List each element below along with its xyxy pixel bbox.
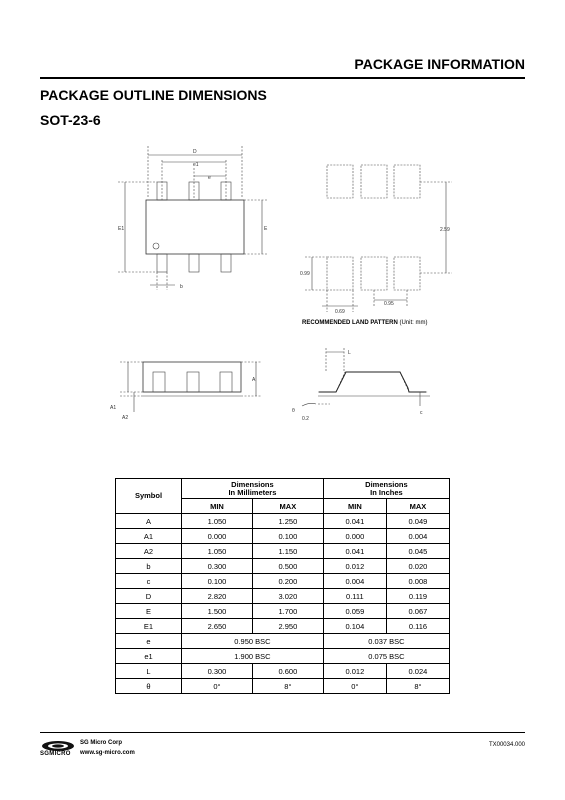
symbol-cell: c [116,574,182,589]
inch-max-cell: 8° [386,679,449,694]
dim-label-E1: E1 [118,226,125,232]
mm-bsc-cell: 1.900 BSC [182,649,324,664]
inch-max-cell: 0.045 [386,544,449,559]
symbol-cell: e [116,634,182,649]
table-row [116,574,450,589]
footer-url[interactable]: www.sg-micro.com [80,750,135,756]
table-row [116,589,450,604]
mm-max-cell: 1.150 [252,544,323,559]
mm-min-cell: 1.500 [182,604,253,619]
mm-group-header [182,479,324,499]
mm-header-line1: Dimensions [231,479,274,489]
inch-bsc-cell: 0.037 BSC [323,634,449,649]
inch-header-line1: Dimensions [365,479,408,489]
table-row [116,604,450,619]
table-row [116,619,450,634]
dim-label-e1: e1 [193,162,199,168]
inch-min-cell: 0.000 [323,529,386,544]
inch-max-cell: 0.004 [386,529,449,544]
land-label-0-69: 0.69 [335,309,345,315]
mm-max-cell: 0.200 [252,574,323,589]
package-name: SOT-23-6 [40,112,101,128]
inch-max-cell: 0.116 [386,619,449,634]
mm-min-header: MIN [182,499,253,514]
mm-max-cell: 8° [252,679,323,694]
land-label-0-95: 0.95 [384,301,394,307]
table-row [116,634,450,649]
mm-max-cell: 0.100 [252,529,323,544]
inch-max-cell: 0.119 [386,589,449,604]
mm-min-cell: 0.000 [182,529,253,544]
mm-max-cell: 1.250 [252,514,323,529]
inch-bsc-cell: 0.075 BSC [323,649,449,664]
inch-max-cell: 0.024 [386,664,449,679]
inch-min-cell: 0.104 [323,619,386,634]
mm-min-cell: 0.100 [182,574,253,589]
inch-max-cell: 0.067 [386,604,449,619]
dim-label-L: L [348,350,351,356]
mm-min-cell: 0° [182,679,253,694]
page-title: PACKAGE OUTLINE DIMENSIONS [40,87,267,103]
dim-label-e: e [208,175,211,181]
mm-min-cell: 1.050 [182,544,253,559]
symbol-cell: A1 [116,529,182,544]
mm-min-cell: 1.050 [182,514,253,529]
land-pattern-drawing [305,165,452,312]
lead-detail-drawing [302,348,430,406]
symbol-cell: A [116,514,182,529]
symbol-cell: E [116,604,182,619]
inch-min-cell: 0.004 [323,574,386,589]
inch-max-header: MAX [386,499,449,514]
table-row [116,664,450,679]
mm-min-cell: 2.650 [182,619,253,634]
dim-label-theta: θ [292,408,295,414]
mm-max-cell: 1.700 [252,604,323,619]
mm-max-cell: 0.500 [252,559,323,574]
inch-min-cell: 0.041 [323,544,386,559]
mm-max-cell: 0.600 [252,664,323,679]
inch-min-cell: 0.059 [323,604,386,619]
inch-min-cell: 0.111 [323,589,386,604]
table-row [116,559,450,574]
footer-corp-name: SG Micro Corp [80,740,123,746]
table-row [116,544,450,559]
land-label-0-99: 0.99 [300,271,310,277]
mm-min-cell: 2.820 [182,589,253,604]
dim-label-E: E [264,226,268,232]
land-caption-title: RECOMMENDED LAND PATTERN [302,320,398,326]
inch-max-cell: 0.020 [386,559,449,574]
symbol-header: Symbol [116,479,182,514]
side-view-drawing [120,362,262,412]
symbol-cell: e1 [116,649,182,664]
inch-group-header [323,479,449,499]
symbol-cell: D [116,589,182,604]
symbol-cell: θ [116,679,182,694]
inch-max-cell: 0.049 [386,514,449,529]
inch-header-line2: In Inches [370,487,403,497]
table-row [116,649,450,664]
dim-label-c: c [420,410,423,416]
inch-min-header: MIN [323,499,386,514]
footer-brand: SGMICRO [40,751,71,757]
dimensions-table [115,478,450,694]
mm-min-cell: 0.300 [182,664,253,679]
mm-max-cell: 3.020 [252,589,323,604]
table-row [116,679,450,694]
symbol-cell: E1 [116,619,182,634]
mm-max-header: MAX [252,499,323,514]
mm-header-line2: In Millimeters [228,487,277,497]
inch-max-cell: 0.008 [386,574,449,589]
inch-min-cell: 0.041 [323,514,386,529]
table-row [116,514,450,529]
land-label-2-59: 2.59 [440,227,450,233]
inch-min-cell: 0.012 [323,559,386,574]
footer-doc-id: TX00034.000 [488,742,525,748]
inch-min-cell: 0.012 [323,664,386,679]
dim-label-D: D [193,149,197,155]
dim-label-b: b [180,284,183,290]
footer-rule [40,732,525,733]
symbol-cell: b [116,559,182,574]
inch-min-cell: 0° [323,679,386,694]
land-caption-unit: (Unit: mm) [399,320,428,326]
mm-min-cell: 0.300 [182,559,253,574]
land-pattern-caption [302,320,427,326]
section-header: PACKAGE INFORMATION [354,56,525,72]
dim-label-gauge: 0.2 [302,416,309,422]
table-row [116,529,450,544]
symbol-cell: A2 [116,544,182,559]
dim-label-A1: A1 [110,405,117,411]
mm-bsc-cell: 0.950 BSC [182,634,324,649]
mm-max-cell: 2.950 [252,619,323,634]
symbol-cell: L [116,664,182,679]
dim-label-A2: A2 [122,415,129,421]
dim-label-A: A [252,377,256,383]
